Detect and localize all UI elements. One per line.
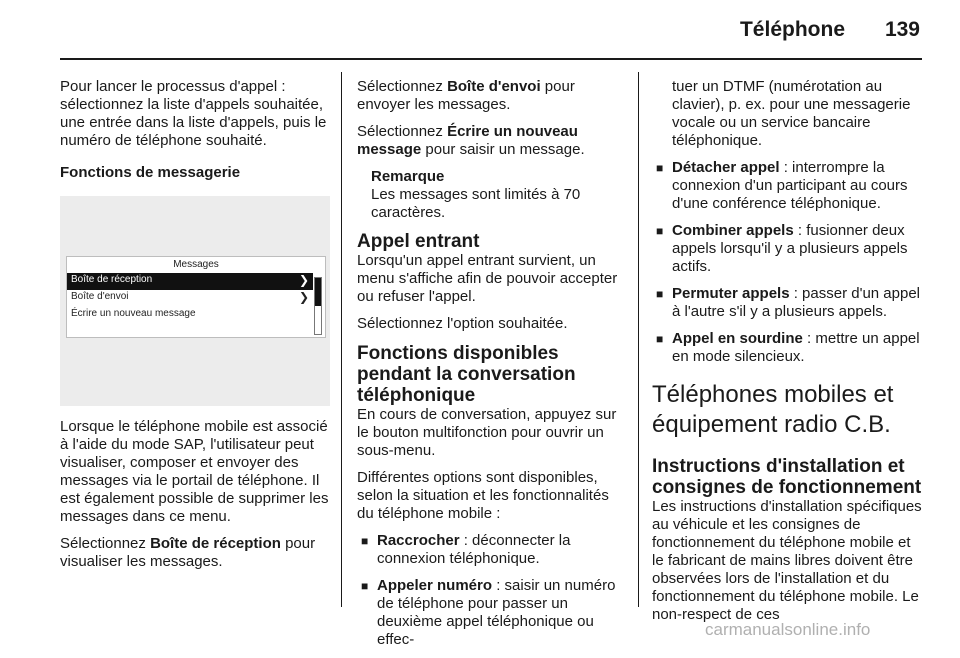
paragraph: Pour lancer le processus d'appel : sélectionnez la liste d'appels souhaitée, une entrée dans la liste d'appels, puis le numéro de téléphone souhaité. <box>60 78 327 149</box>
list-item <box>652 222 924 276</box>
paragraph: Différentes options sont disponibles, selon la situation et les fonctionnalités du téléphone mobile : <box>357 469 609 522</box>
note <box>371 168 629 222</box>
menu-item-label: Boîte de réception <box>71 274 153 285</box>
menu-scrollbar <box>314 277 322 335</box>
page-header-title: Téléphone <box>739 18 845 41</box>
page-number: 139 <box>884 18 920 41</box>
menu-item-label: Boîte d'envoi <box>71 291 129 302</box>
bold-term: Détacher appel <box>672 159 780 176</box>
messages-screen-image <box>60 196 330 406</box>
paragraph: Lorsque le téléphone mobile est associé à l'aide du mode SAP, l'utilisateur peut visualiser, composer et envoyer des messages via le portail de téléphone. Il est également possible de supprimer les messages dans ce menu. <box>60 418 329 525</box>
column-3 <box>652 78 924 633</box>
chevron-right-icon: ❯ <box>298 290 309 304</box>
bold-term: Appeler numéro <box>377 577 493 594</box>
text: Sélectionnez <box>60 535 151 552</box>
menu-item-label: Écrire un nouveau message <box>71 308 196 319</box>
text: : passer d'un appel à l'autre s'il y a plusieurs appels. <box>672 285 920 320</box>
menu-item-outbox <box>67 290 313 307</box>
bold-term: Combiner appels <box>672 222 794 239</box>
text: : fusionner deux appels lorsqu'il y a plusieurs appels actifs. <box>672 222 908 275</box>
text: : déconnecter la connexion téléphonique. <box>377 532 571 567</box>
menu-item-new-message <box>67 307 313 324</box>
section-heading: Appel entrant <box>357 231 480 252</box>
text: pour visualiser les messages. <box>60 535 316 570</box>
paragraph: Les instructions d'installation spécifiques au véhicule et les consignes de fonctionnement du téléphone mobile et le fabricant de mains libres doivent être observées lors de l'installation et du fonctionnement du téléphone mobile. Le non-respect de ces <box>652 498 922 623</box>
note-label: Remarque <box>371 168 445 185</box>
text: : saisir un numéro de téléphone pour passer un deuxième appel téléphonique ou effec- <box>377 577 616 648</box>
paragraph <box>357 123 629 159</box>
paragraph <box>357 78 629 114</box>
list-item <box>357 532 629 568</box>
text: : mettre un appel en mode silencieux. <box>672 330 920 365</box>
section-heading: Instructions d'installation et consignes de fonctionnement <box>652 456 922 498</box>
paragraph: Sélectionnez l'option souhaitée. <box>357 315 568 332</box>
watermark: carmanualsonline.info <box>705 620 871 639</box>
list-item <box>652 330 924 366</box>
text: pour envoyer les messages. <box>357 78 575 113</box>
bold-term: Raccrocher <box>377 532 460 549</box>
paragraph: Lorsqu'un appel entrant survient, un menu s'affiche afin de pouvoir accepter ou refuser l'appel. <box>357 252 618 305</box>
column-1 <box>60 78 330 580</box>
bold-term: Écrire un nouveau message <box>357 123 578 158</box>
column-2 <box>357 78 629 658</box>
section-heading: Fonctions disponibles pendant la conversation téléphonique <box>357 343 576 406</box>
list-item <box>357 577 629 649</box>
bold-term: Boîte d'envoi <box>447 78 541 95</box>
menu-item-inbox <box>67 273 313 290</box>
menu-title: Messages <box>173 259 219 270</box>
column-separator-1 <box>341 72 342 607</box>
paragraph <box>60 535 330 571</box>
list-item <box>652 159 924 213</box>
section-heading: Fonctions de messagerie <box>60 164 241 181</box>
list-item <box>652 285 924 321</box>
text: pour saisir un message. <box>421 141 585 158</box>
bold-term: Appel en sourdine <box>672 330 803 347</box>
text: Sélectionnez <box>357 78 448 95</box>
bold-term: Boîte de réception <box>150 535 281 552</box>
chevron-right-icon: ❯ <box>298 273 309 287</box>
option-list <box>357 532 629 649</box>
paragraph: tuer un DTMF (numérotation au clavier), p. ex. pour une messagerie vocale ou un service bancaire téléphonique. <box>672 78 911 149</box>
column-separator-2 <box>638 72 639 607</box>
scrollbar-thumb <box>315 278 321 306</box>
messages-menu-panel <box>66 256 326 338</box>
bold-term: Permuter appels <box>672 285 790 302</box>
chapter-heading: Téléphones mobiles et équipement radio C.B. <box>652 381 894 438</box>
header-rule <box>60 58 922 60</box>
text: Sélectionnez <box>357 123 448 140</box>
option-list <box>652 159 924 366</box>
note-text: Les messages sont limités à 70 caractères. <box>371 186 581 221</box>
paragraph: En cours de conversation, appuyez sur le bouton multifonction pour ouvrir un sous-menu. <box>357 406 617 459</box>
text: : interrompre la connexion d'un participant au cours d'une conférence téléphonique. <box>672 159 908 212</box>
